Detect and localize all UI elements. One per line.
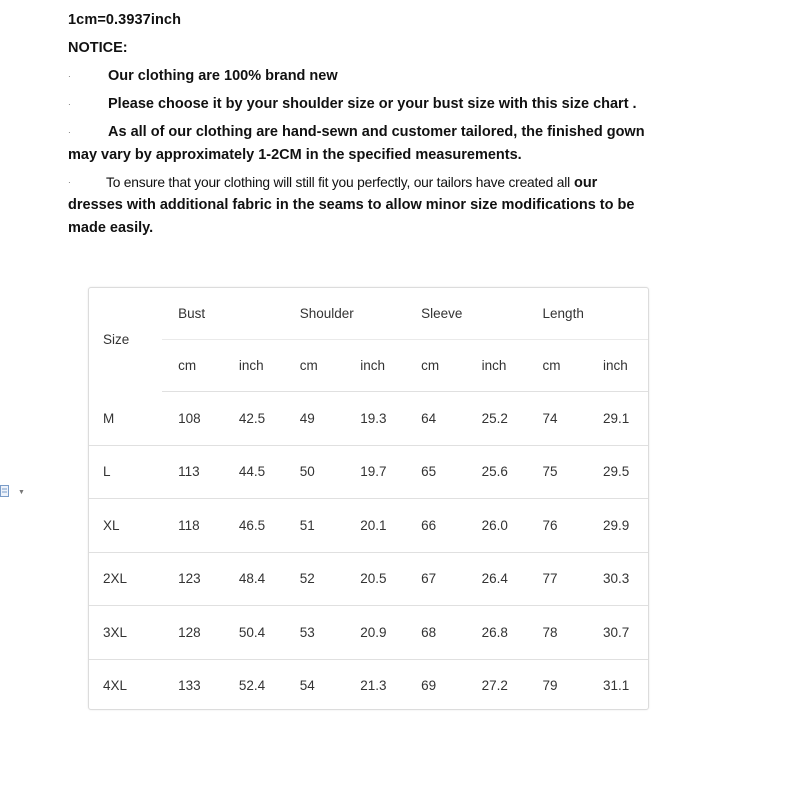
- notice-line-3: As all of our clothing are hand-sewn and customer tailored, the finished gown: [108, 124, 645, 140]
- unit-header: cm: [527, 340, 587, 392]
- value-cell: 48.4: [223, 552, 284, 606]
- unit-header: inch: [223, 340, 284, 392]
- notice-line-4-end: made easily.: [68, 220, 154, 236]
- value-cell: 52.4: [238, 678, 266, 694]
- value-cell: 76: [527, 499, 587, 553]
- value-cell: 20.1: [344, 499, 405, 553]
- value-cell: 26.8: [466, 606, 527, 660]
- value-cell: 52: [284, 552, 344, 606]
- unit-header: inch: [587, 340, 648, 392]
- table-group-header: [89, 288, 648, 340]
- unit-header: inch: [466, 340, 527, 392]
- value-cell: 128: [162, 606, 223, 660]
- size-cell: XL: [89, 499, 162, 553]
- value-cell: 113: [162, 445, 223, 499]
- size-table: [89, 288, 648, 712]
- notice-line-4-bold: our: [573, 175, 598, 191]
- value-cell: 50: [284, 445, 344, 499]
- table-row: [89, 392, 648, 446]
- size-cell: M: [89, 392, 162, 446]
- value-cell: 21.3: [360, 678, 387, 694]
- size-cell: 4XL: [103, 678, 128, 694]
- value-cell: 46.5: [223, 499, 284, 553]
- value-cell: 44.5: [223, 445, 284, 499]
- table-row: [89, 659, 648, 712]
- value-cell: 69: [421, 678, 437, 694]
- value-cell: 66: [405, 499, 465, 553]
- document-icon: [0, 485, 10, 498]
- notice-line-4-light: To ensure that your clothing will still fit you perfectly, our tailors have created all: [106, 175, 570, 190]
- size-cell: L: [89, 445, 162, 499]
- header-sleeve: Sleeve: [421, 306, 463, 321]
- value-cell: 20.9: [344, 606, 405, 660]
- value-cell: 79: [542, 678, 558, 694]
- bullet: ·: [68, 72, 71, 81]
- notice-title: NOTICE:: [68, 40, 128, 56]
- value-cell: 19.3: [344, 392, 405, 446]
- notice-line-4-cont: dresses with additional fabric in the seams to allow minor size modifications to be: [68, 197, 635, 213]
- value-cell: 27.2: [481, 678, 508, 694]
- size-cell: 3XL: [89, 606, 162, 660]
- value-cell: 78: [527, 606, 587, 660]
- value-cell: 75: [527, 445, 587, 499]
- value-cell: 133: [178, 678, 201, 694]
- notice-line-1: Our clothing are 100% brand new: [108, 68, 338, 84]
- value-cell: 67: [405, 552, 465, 606]
- value-cell: 64: [405, 392, 465, 446]
- bullet: ·: [68, 128, 71, 137]
- value-cell: 42.5: [223, 392, 284, 446]
- value-cell: 108: [162, 392, 223, 446]
- value-cell: 29.1: [587, 392, 648, 446]
- bullet: ·: [68, 178, 71, 187]
- value-cell: 50.4: [223, 606, 284, 660]
- value-cell: 30.7: [587, 606, 648, 660]
- header-bust: Bust: [178, 306, 206, 321]
- value-cell: 25.2: [466, 392, 527, 446]
- value-cell: 54: [299, 678, 315, 694]
- bullet: ·: [68, 100, 71, 109]
- table-row: [89, 552, 648, 606]
- unit-header: cm: [405, 340, 465, 392]
- value-cell: 77: [527, 552, 587, 606]
- value-cell: 26.0: [466, 499, 527, 553]
- value-cell: 123: [162, 552, 223, 606]
- notice-line-3-cont: may vary by approximately 1-2CM in the specified measurements.: [68, 147, 522, 163]
- value-cell: 20.5: [344, 552, 405, 606]
- value-cell: 53: [284, 606, 344, 660]
- value-cell: 51: [284, 499, 344, 553]
- header-length: Length: [542, 306, 584, 321]
- value-cell: 68: [405, 606, 465, 660]
- value-cell: 29.9: [587, 499, 648, 553]
- unit-header: cm: [284, 340, 344, 392]
- value-cell: 25.6: [466, 445, 527, 499]
- size-header: Size: [103, 332, 130, 348]
- table-row: [89, 445, 648, 499]
- value-cell: 29.5: [587, 445, 648, 499]
- header-shoulder: Shoulder: [299, 306, 354, 321]
- unit-header: cm: [162, 340, 223, 392]
- value-cell: 30.3: [587, 552, 648, 606]
- value-cell: 26.4: [466, 552, 527, 606]
- value-cell: 31.1: [603, 678, 630, 694]
- value-cell: 118: [162, 499, 223, 553]
- size-chart: [88, 287, 649, 710]
- unit-conversion: 1cm=0.3937inch: [68, 12, 182, 28]
- notice-line-4: [106, 175, 597, 191]
- value-cell: 19.7: [344, 445, 405, 499]
- notice-line-2: Please choose it by your shoulder size or your bust size with this size chart .: [108, 96, 637, 112]
- value-cell: 65: [405, 445, 465, 499]
- value-cell: 74: [527, 392, 587, 446]
- table-unit-header: [89, 340, 648, 392]
- size-cell: 2XL: [89, 552, 162, 606]
- unit-header: inch: [344, 340, 405, 392]
- table-row: [89, 499, 648, 553]
- value-cell: 49: [284, 392, 344, 446]
- table-row: [89, 606, 648, 660]
- chevron-down-icon: ▼: [18, 489, 25, 496]
